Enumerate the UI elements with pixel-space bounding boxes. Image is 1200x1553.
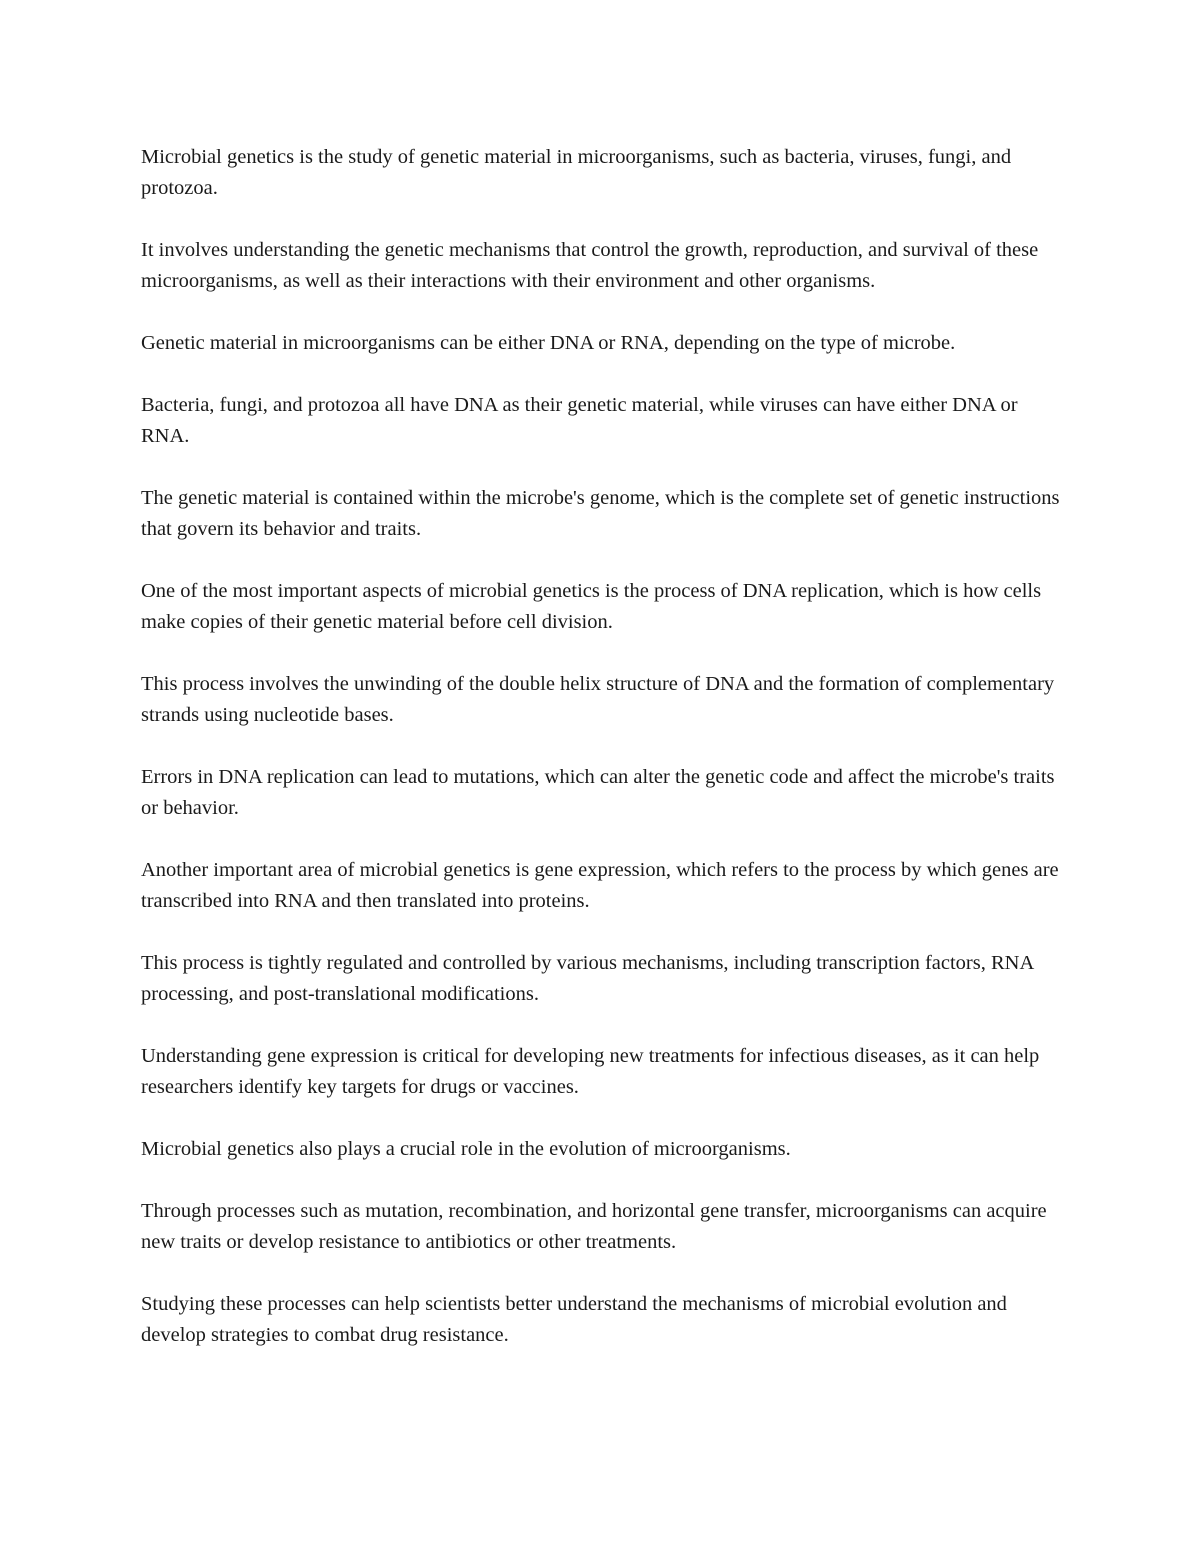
paragraph: This process involves the unwinding of the double helix structure of DNA and the formation of complementary strands using nucleotide bases. [141,673,1055,726]
paragraph: Another important area of microbial genetics is gene expression, which refers to the process by which genes are transcribed into RNA and then translated into proteins. [141,859,1059,912]
paragraph: Through processes such as mutation, recombination, and horizontal gene transfer, microorganisms can acquire new traits or develop resistance to antibiotics or other treatments. [141,1200,1047,1253]
paragraph: This process is tightly regulated and controlled by various mechanisms, including transcription factors, RNA processing, and post-translational modifications. [141,952,1034,1005]
paragraph: Microbial genetics is the study of genetic material in microorganisms, such as bacteria, viruses, fungi, and protozoa. [141,146,1012,199]
paragraph: It involves understanding the genetic mechanisms that control the growth, reproduction, and survival of these microorganisms, as well as their interactions with their environment and other organisms. [141,239,1039,292]
paragraph: Genetic material in microorganisms can be either DNA or RNA, depending on the type of microbe. [141,332,956,354]
paragraph: Microbial genetics also plays a crucial role in the evolution of microorganisms. [141,1138,791,1160]
paragraph: Studying these processes can help scientists better understand the mechanisms of microbial evolution and develop strategies to combat drug resistance. [141,1293,1007,1346]
document-body [141,142,1071,1382]
paragraph: One of the most important aspects of microbial genetics is the process of DNA replication, which is how cells make copies of their genetic material before cell division. [141,580,1042,633]
paragraph: Errors in DNA replication can lead to mutations, which can alter the genetic code and affect the microbe's traits or behavior. [141,766,1055,819]
paragraph: Bacteria, fungi, and protozoa all have DNA as their genetic material, while viruses can have either DNA or RNA. [141,394,1018,447]
paragraph: Understanding gene expression is critical for developing new treatments for infectious diseases, as it can help researchers identify key targets for drugs or vaccines. [141,1045,1040,1098]
paragraph: The genetic material is contained within the microbe's genome, which is the complete set of genetic instructions that govern its behavior and traits. [141,487,1060,540]
